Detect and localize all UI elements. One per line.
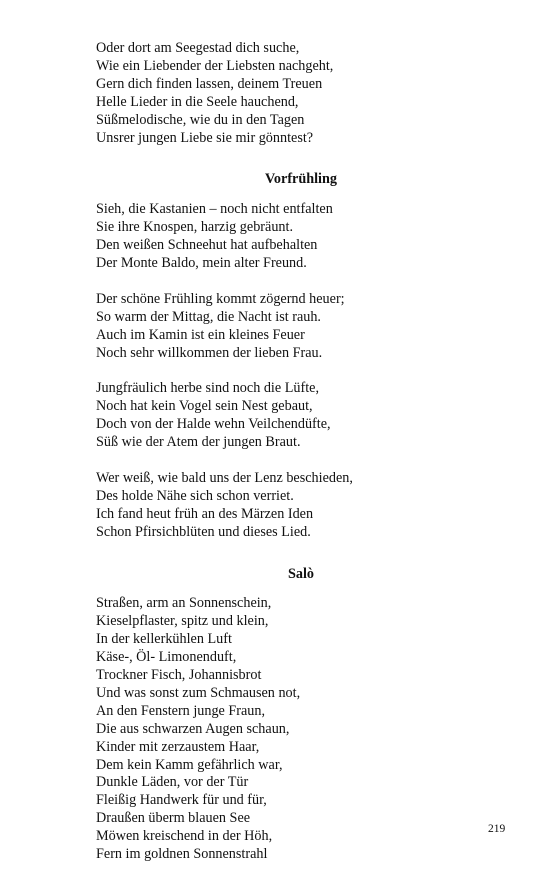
verse-line: Noch hat kein Vogel sein Nest gebaut, [96, 398, 313, 415]
page-body [96, 40, 516, 864]
verse-line: In der kellerkühlen Luft [96, 631, 232, 648]
verse-line: Ich fand heut früh an des Märzen Iden [96, 505, 314, 522]
verse-line: Fleißig Handwerk für und für, [96, 792, 267, 809]
verse-line: Trockner Fisch, Johannisbrot [96, 667, 262, 684]
verse-line: Der schöne Frühling kommt zögernd heuer; [96, 290, 345, 307]
verse-line: Unsrer jungen Liebe sie mir gönntest? [96, 129, 314, 146]
stanza-vorfruehling-1 [96, 201, 516, 273]
verse-line: Der Monte Baldo, mein alter Freund. [96, 255, 307, 272]
verse-line: Süß wie der Atem der jungen Braut. [96, 434, 301, 451]
verse-line: Dem kein Kamm gefährlich war, [96, 756, 283, 773]
poem-title-salo: Salò [287, 565, 315, 582]
verse-line: Straßen, arm an Sonnenschein, [96, 595, 272, 612]
verse-line: Des holde Nähe sich schon verriet. [96, 487, 294, 504]
verse-line: Fern im goldnen Sonnenstrahl [96, 846, 268, 863]
verse-line: Und was sonst zum Schmausen not, [96, 684, 301, 701]
stanza-continuation [96, 40, 516, 147]
verse-line: Auch im Kamin ist ein kleines Feuer [96, 326, 305, 343]
verse-line: Sie ihre Knospen, harzig gebräunt. [96, 219, 293, 236]
verse-line: So warm der Mittag, die Nacht ist rauh. [96, 308, 321, 325]
stanza-vorfruehling-3 [96, 380, 516, 452]
verse-line: Noch sehr willkommen der lieben Frau. [96, 344, 323, 361]
verse-line: Schon Pfirsichblüten und dieses Lied. [96, 523, 311, 540]
verse-line: Die aus schwarzen Augen schaun, [96, 720, 290, 737]
verse-line: Süßmelodische, wie du in den Tagen [96, 111, 305, 128]
poem-title-vorfruehling: Vorfrühling [264, 171, 337, 188]
verse-line: Doch von der Halde wehn Veilchendüfte, [96, 416, 331, 433]
verse-line: Helle Lieder in die Seele hauchend, [96, 93, 299, 110]
stanza-vorfruehling-4 [96, 470, 516, 542]
stanza-vorfruehling-2 [96, 291, 516, 363]
verse-line: Jungfräulich herbe sind noch die Lüfte, [96, 380, 319, 397]
verse-line: Draußen überm blauen See [96, 810, 251, 827]
page-number: 219 [488, 823, 506, 835]
verse-line: Kieselpflaster, spitz und klein, [96, 613, 269, 630]
stanza-salo [96, 595, 516, 864]
verse-line: An den Fenstern junge Fraun, [96, 702, 266, 719]
verse-line: Wer weiß, wie bald uns der Lenz beschieden, [96, 469, 353, 486]
verse-line: Käse-, Öl- Limonenduft, [96, 649, 237, 666]
verse-line: Wie ein Liebender der Liebsten nachgeht, [96, 57, 334, 74]
verse-line: Gern dich finden lassen, deinem Treuen [96, 75, 323, 92]
verse-line: Oder dort am Seegestad dich suche, [96, 40, 300, 56]
verse-line: Kinder mit zerzaustem Haar, [96, 738, 260, 755]
verse-line: Sieh, die Kastanien – noch nicht entfalten [96, 201, 333, 218]
verse-line: Dunkle Läden, vor der Tür [96, 774, 249, 791]
verse-line: Den weißen Schneehut hat aufbehalten [96, 237, 318, 254]
verse-line: Möwen kreischend in der Höh, [96, 828, 273, 845]
